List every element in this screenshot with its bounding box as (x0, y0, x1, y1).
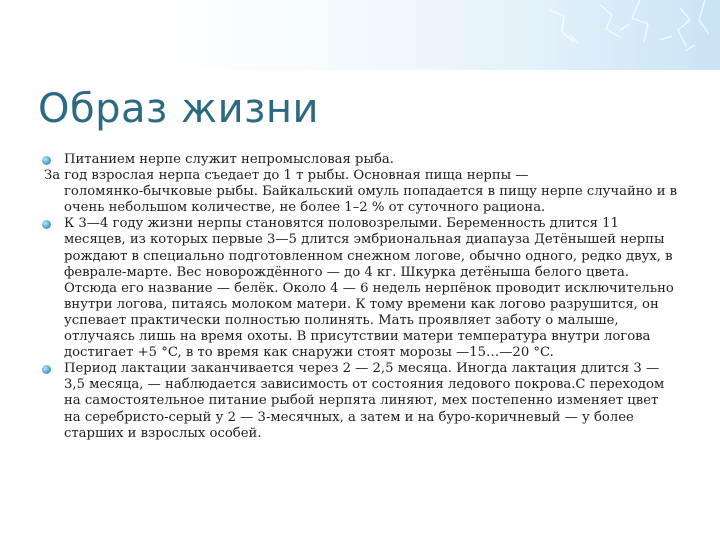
bullet-icon (42, 156, 51, 165)
paragraph-first-line: За год взрослая нерпа съедает до 1 т рыбы. Основная пища нерпы — (44, 168, 529, 184)
paragraph-text: голомянко-бычковые рыбы. Байкальский омуль попадается в пищу нерпе случайно и в очень небольшом количестве, не более 1–2 % от суточного рациона. (64, 184, 678, 216)
frost-header-decoration (0, 0, 720, 70)
bullet-icon (42, 365, 51, 374)
paragraph-text: К 3—4 году жизни нерпы становятся половозрелыми. Беременность длится 11 месяцев, из которых первые 3—5 длится эмбриональная диапауза Детёнышей нерпы рождают в специально подготовленном снежном логове, обычно одного, редко двух, в феврале-марте. Вес новорождённого — до 4 кг. Шкурка детёныша белого цвета. Отсюда его название — белёк. Около 4 — 6 недель нерпёнок проводит исключительно внутри логова, питаясь молоком матери. К тому времени как логово разрушится, он успевает практически полностью полинять. Мать проявляет заботу о малыше, отлучаясь лишь на время охоты. В присутствии матери температура внутри логова достигает +5 °C, в то время как снаружи стоят морозы —15…—20 °C. (64, 216, 674, 361)
list-item (38, 152, 678, 168)
list-item (38, 361, 678, 441)
list-item (38, 168, 678, 216)
bullet-icon (42, 220, 51, 229)
frost-pattern-icon (300, 0, 720, 70)
slide-content (38, 152, 678, 442)
slide-title: Образ жизни (38, 86, 319, 132)
list-item (38, 216, 678, 361)
paragraph-text: Питанием нерпе служит непромысловая рыба. (64, 152, 394, 167)
paragraph-text: Период лактации заканчивается через 2 — 2,5 месяца. Иногда лактация длится 3 — 3,5 месяца, — наблюдается зависимость от состояния ледового покрова.С переходом на самостоятельное питание рыбой нерпята линяют, мех постепенно изменяет цвет на серебристо-серый у 2 — 3-месячных, а затем и на буро-коричневый — у более старших и взрослых особей. (64, 361, 665, 441)
